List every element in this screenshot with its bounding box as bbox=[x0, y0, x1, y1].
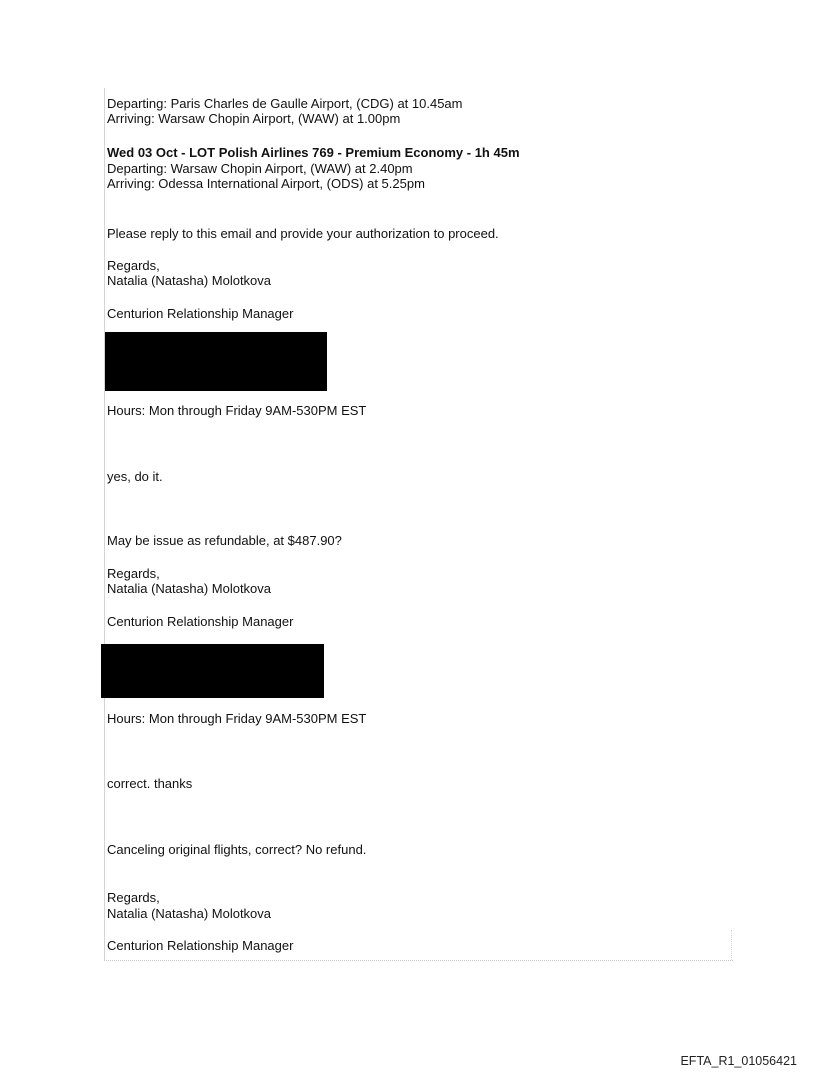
message3-regards: Regards, bbox=[107, 890, 160, 905]
email-thread-frame bbox=[104, 88, 733, 961]
reply1-body: yes, do it. bbox=[107, 469, 163, 484]
leg1-departing: Departing: Paris Charles de Gaulle Airport, (CDG) at 10.45am bbox=[107, 96, 463, 111]
leg1-arriving: Arriving: Warsaw Chopin Airport, (WAW) at 1.00pm bbox=[107, 111, 401, 126]
reply2-body: correct. thanks bbox=[107, 776, 193, 791]
message1-body: Please reply to this email and provide your authorization to proceed. bbox=[107, 226, 499, 241]
leg2-departing: Departing: Warsaw Chopin Airport, (WAW) at 2.40pm bbox=[107, 161, 413, 176]
leg2-arriving: Arriving: Odessa International Airport, (ODS) at 5.25pm bbox=[107, 176, 425, 191]
document-id: EFTA_R1_01056421 bbox=[680, 1054, 797, 1068]
leg2-heading: Wed 03 Oct - LOT Polish Airlines 769 - Premium Economy - 1h 45m bbox=[107, 145, 520, 160]
message3-body: Canceling original flights, correct? No refund. bbox=[107, 842, 367, 857]
message2-signature-name: Natalia (Natasha) Molotkova bbox=[107, 581, 272, 596]
message2-regards: Regards, bbox=[107, 566, 160, 581]
message1-signature-name: Natalia (Natasha) Molotkova bbox=[107, 273, 272, 288]
redaction-block bbox=[105, 332, 327, 391]
message3-signature-name: Natalia (Natasha) Molotkova bbox=[107, 906, 272, 921]
message1-regards: Regards, bbox=[107, 258, 160, 273]
message3-signature-title: Centurion Relationship Manager bbox=[107, 938, 294, 953]
frame-right-edge bbox=[731, 930, 733, 960]
message2-signature-title: Centurion Relationship Manager bbox=[107, 614, 294, 629]
message1-signature-title: Centurion Relationship Manager bbox=[107, 306, 294, 321]
redaction-block bbox=[101, 644, 324, 698]
message1-hours: Hours: Mon through Friday 9AM-530PM EST bbox=[107, 403, 367, 418]
message2-hours: Hours: Mon through Friday 9AM-530PM EST bbox=[107, 711, 367, 726]
message2-body: May be issue as refundable, at $487.90? bbox=[107, 533, 342, 548]
